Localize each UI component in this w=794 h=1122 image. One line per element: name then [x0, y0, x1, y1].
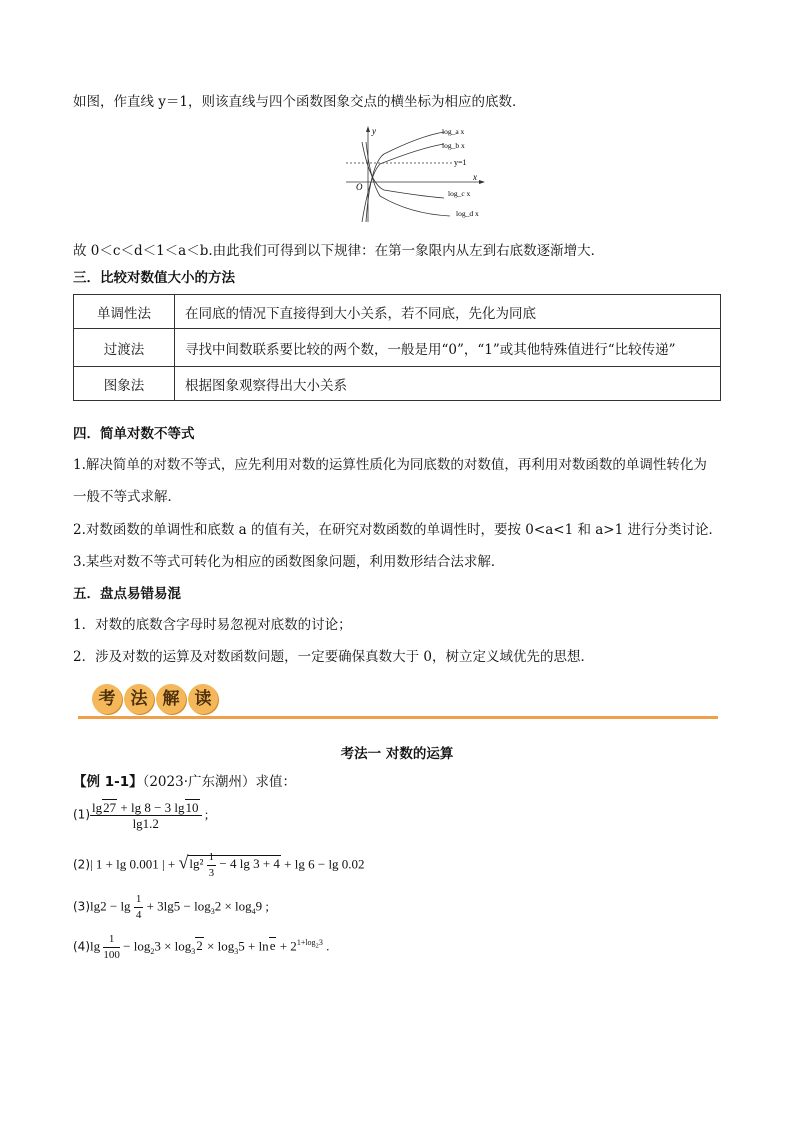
banner-char: 法 [124, 684, 154, 714]
section5-heading: 五．盘点易错易混 [73, 586, 181, 602]
section4-p1b: 一般不等式求解． [73, 489, 181, 505]
curve-label-a: log_a x [442, 127, 465, 136]
problem-number: (4) [73, 939, 90, 954]
banner-underline [78, 716, 718, 719]
problem-number: (3) [73, 899, 90, 914]
banner-char: 解 [156, 684, 186, 714]
example-header [73, 772, 723, 792]
example-source: （2023·广东潮州）求值： [142, 774, 296, 790]
problem-number: (1) [73, 807, 90, 822]
section4-p2: 2.对数函数的单调性和底数 a 的值有关，在研究对数函数的单调性时，要按 0<a<1 和 a>1 进行分类讨论． [73, 522, 722, 538]
section4-heading: 四．简单对数不等式 [73, 426, 195, 442]
method-name: 单调性法 [74, 295, 175, 329]
conclusion-text: 故 0＜c＜d＜1＜a＜b.由此我们可得到以下规律：在第一象限内从左到右底数逐渐增大． [73, 243, 605, 259]
method-name: 图象法 [74, 367, 175, 401]
section-banner [78, 680, 718, 720]
curve-label-c: log_c x [448, 189, 471, 198]
method-desc: 寻找中间数联系要比较的两个数，一般是用“0”，“1”或其他特殊值进行“比较传递” [175, 329, 721, 367]
section4-p3: 3.某些对数不等式可转化为相应的函数图象问题，利用数形结合法求解． [73, 554, 505, 570]
methods-table [73, 294, 721, 401]
line-y1-label: y=1 [454, 158, 467, 167]
problem-4: (4)lg $\frac{1}{100}$ − $\log_23 \times \log_32 \times \log_35 + \ln e + 2^{1+log_23}$ . [73, 933, 330, 961]
section5-p2: 2．涉及对数的运算及对数函数问题，一定要确保真数大于 0，树立定义域优先的思想． [73, 649, 594, 665]
table-row [74, 329, 721, 367]
intro-text: 如图，作直线 y＝1，则该直线与四个函数图象交点的横坐标为相应的底数． [73, 94, 526, 110]
table-row [74, 295, 721, 329]
curve-label-b: log_b x [442, 141, 465, 150]
axis-x-label: x [473, 172, 477, 182]
method-title: 考法一 对数的运算 [340, 746, 454, 762]
method-desc: 在同底的情况下直接得到大小关系，若不同底，先化为同底 [175, 295, 721, 329]
problem-3: (3)lg2 − lg $\frac{1}{4}$ + $3\lg 5 - \log_32 \times \log_49$ ; [73, 893, 270, 921]
section4-p1a: 1.解决简单的对数不等式，应先利用对数的运算性质化为同底数的对数值，再利用对数函数的单调性转化为 [73, 457, 707, 473]
log-function-graph [340, 124, 490, 224]
problem-2: (2)| 1 + lg 0.001 | + √lg² $\frac{1}{3}$ − 4 lg 3 + 4 + lg 6 − lg 0.02 [73, 851, 365, 879]
banner-char: 考 [92, 684, 122, 714]
axis-y-label: y [372, 126, 376, 136]
problem-number: (2) [73, 857, 90, 872]
method-name: 过渡法 [74, 329, 175, 367]
table-row [74, 367, 721, 401]
banner-char: 读 [188, 684, 218, 714]
problem-1: (1) $\frac{\lg 27 + \lg 8 - 3 \lg 10}{\lg 1.2}$ ; [73, 800, 209, 831]
origin-label: O [356, 182, 363, 192]
section5-p1: 1．对数的底数含字母时易忽视对底数的讨论； [73, 617, 352, 633]
example-tag: 【例 1-1】 [73, 774, 143, 790]
method-desc: 根据图象观察得出大小关系 [175, 367, 721, 401]
section3-heading: 三．比较对数值大小的方法 [73, 270, 235, 286]
curve-label-d: log_d x [456, 209, 479, 218]
